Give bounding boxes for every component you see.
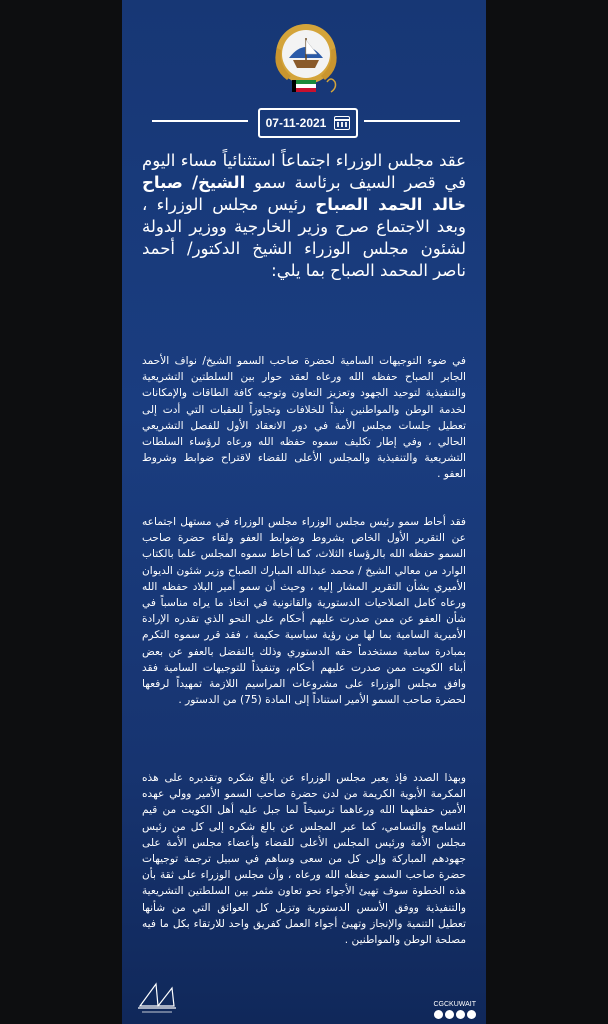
date-badge <box>258 108 358 138</box>
paragraph-2: فقد أحاط سمو رئيس مجلس الوزراء مجلس الوزراء في مستهل اجتماعه عن التقرير الأول الخاص بشروط وضوابط العفو ولقاء حضرة صاحب السمو حفظه الله بالرؤساء الثلاث، كما أحاط سموه المجلس علما بالكتاب الوارد من معالي الشيخ / محمد عبدالله المبارك الصباح وزير شئون الديوان الأميري بشأن التقرير المشار إليه ، وحيث أن سمو أمير البلاد حفظه الله ورعاه كامل الصلاحيات الدستورية والقانونية في اتخاذ ما يراه مناسباً في شأن العفو عن ممن صدرت عليهم أحكام على النحو الذي تقدره الإرادة الأميرية السامية بما لها من رؤية سياسية حكيمة ، فقد قرر سموه التكرم بمبادرة سامية مستخدماً حقه الدستوري وذلك بالتفضل بالعفو عن بعض أبناء الكويت ممن صدرت عليهم أحكام، وتنفيذاً للتوجيهات السامية فقد وافق مجلس الوزراء على مشروعات المراسيم اللازمة تمهيداً لرفعها لحضرة صاحب السمو الأمير استناداً إلى المادة (75) من الدستور . <box>142 516 466 707</box>
left-black-band <box>0 0 122 1024</box>
intro-statement <box>142 150 466 282</box>
divider-line-right <box>364 120 460 122</box>
social-handle: CGCKUWAIT <box>433 1001 476 1008</box>
snapchat-icon <box>445 1010 454 1019</box>
calendar-icon <box>334 116 350 130</box>
center-logo-icon <box>132 978 182 1016</box>
announcement-panel <box>122 0 486 1024</box>
right-black-band <box>486 0 608 1024</box>
intro-text-end: رئيس مجلس الوزراء ، وبعد الاجتماع صرح وزير الخارجية ووزير الدولة لشئون مجلس الوزراء الشيخ الدكتور/ أحمد ناصر المحمد الصباح بما يلي: <box>142 195 466 280</box>
twitter-icon <box>456 1010 465 1019</box>
intro-text-start: عقد مجلس الوزراء اجتماعاً استثنائياً مساء اليوم في قصر السيف برئاسة سمو <box>142 151 466 192</box>
date-text: 07-11-2021 <box>265 116 327 130</box>
facebook-icon <box>467 1010 476 1019</box>
social-icons <box>434 1010 476 1019</box>
instagram-icon <box>434 1010 443 1019</box>
divider-line-left <box>152 120 248 122</box>
paragraph-3: وبهذا الصدد فإذ يعبر مجلس الوزراء عن بالغ شكره وتقديره على هذه المكرمة الأبوية الكريمة من لدن حضرة صاحب السمو الأمير وولي عهده الأمين حفظهما الله ورعاهما ترسيخاً لما جبل عليه أهل الكويت من قيم التسامح والتسامي، كما عبر المجلس عن بالغ شكره إلى كل من رئيس مجلس الأمة ورئيس المجلس الأعلى للقضاء وأعضاء مجلس الأمة على جهودهم المباركة وإلى كل من سعى وساهم في سبيل ترجمة توجيهات حضرة صاحب السمو حفظه الله ورعاه ، وأن مجلس الوزراء على ثقة بأن هذه الخطوة سوف تهيئ الأجواء نحو تعاون مثمر بين السلطتين التشريعية والتنفيذية ووفق الأسس الدستورية وتزيل كل العوائق التي من شأنها تعطيل التنمية والإنجاز وتهيئ أجواء العمل كفريق واحد للارتقاء بكل ما فيه مصلحة الوطن والمواطنين . <box>142 772 466 947</box>
council-emblem-icon <box>267 18 345 104</box>
paragraph-1: في ضوء التوجيهات السامية لحضرة صاحب السمو الشيخ/ نواف الأحمد الجابر الصباح حفظه الله ورعاه لعقد حوار بين السلطتين التشريعية والتنفيذية لتوحيد الجهود وتعزيز التعاون وتوجيه كافة الطاقات والإمكانات لخدمة الوطن والمواطنين نبذاً للخلافات وتجاوزاً للعقبات التي أدت إلى تعطيل جلسات مجلس الأمة في دور الانعقاد الأول للفصل التشريعي الحالي ، وفي إطار تكليف سموه حفظه الله ورعاه لرؤساء السلطات التشريعية والتنفيذية والمجلس الأعلى للقضاء لاقتراح ضوابط وشروط العفو . <box>142 355 466 481</box>
highlighted-name: الشيخ/ صباح خالد الحمد الصباح <box>142 173 466 214</box>
